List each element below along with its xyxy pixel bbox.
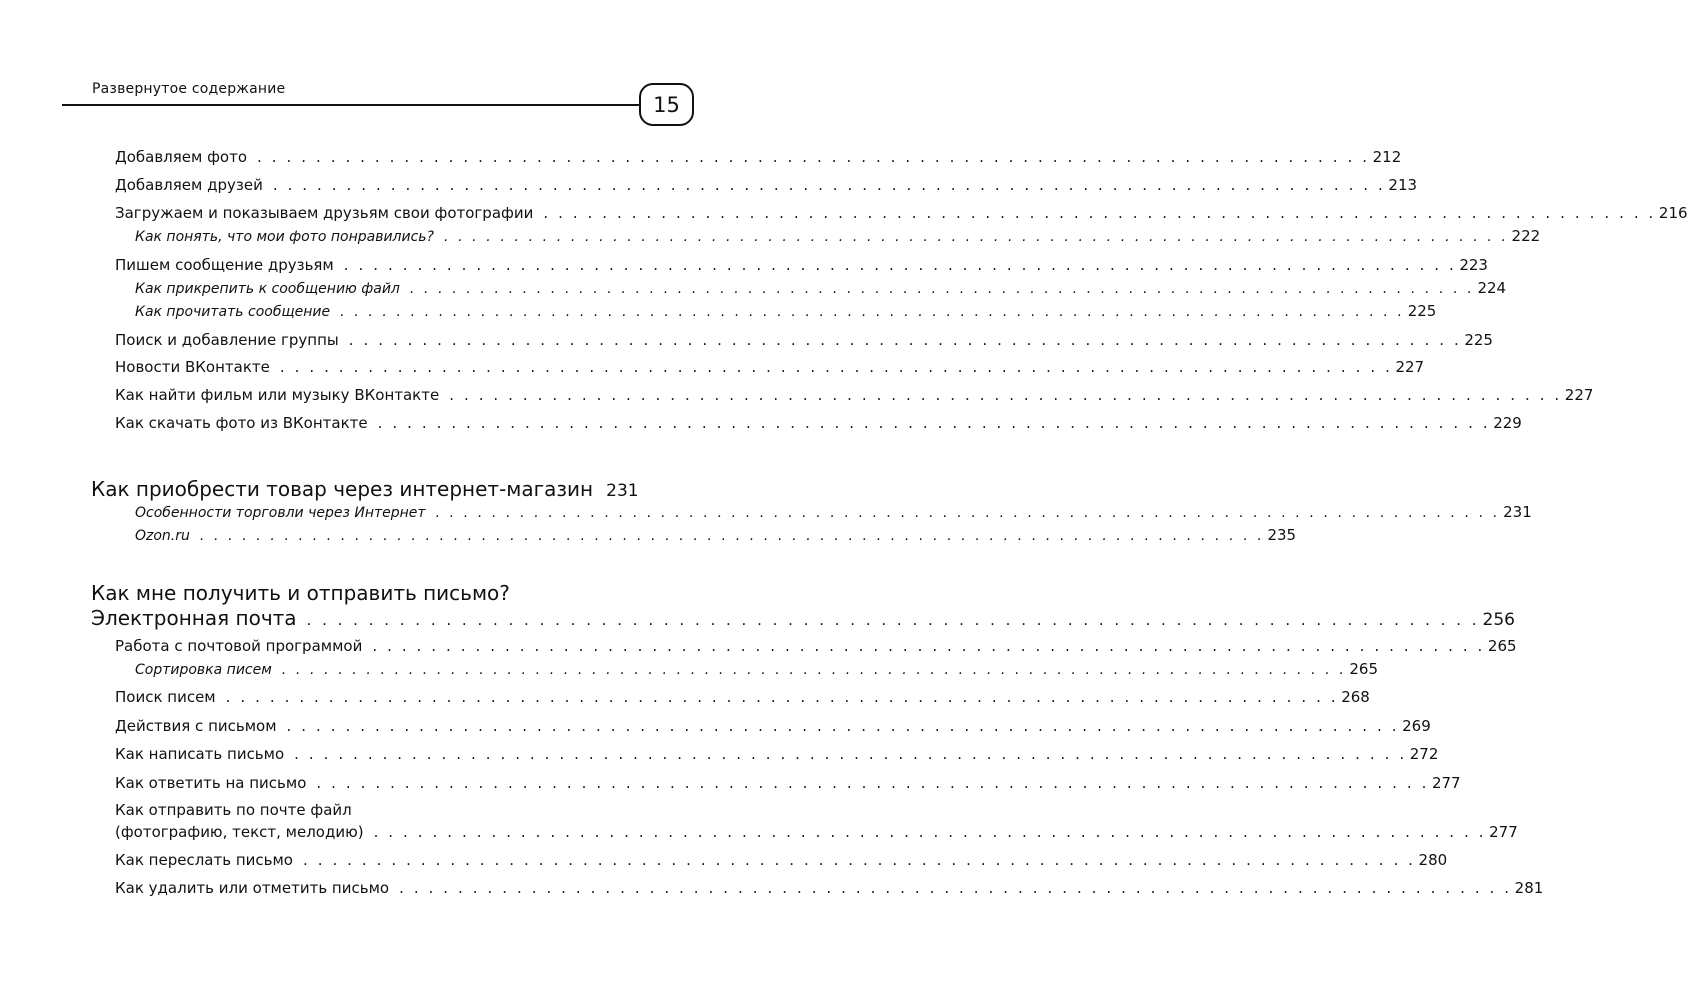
toc-entry-page: 277 [1489,823,1518,841]
toc-entry-page: 272 [1409,745,1439,763]
toc-subentry[interactable] [135,279,1507,297]
toc-entry-title: Как найти фильм или музыку ВКонтакте [115,386,440,404]
toc-chapter-title: Электронная почта [91,606,297,630]
dot-leader: . . . . . . . . . . . . . . . . . . . . . . . . . . . . . . . . . . . . . . . . . . . . . . . . . . . . . . . . . . . . . . . . . . . . . . . . . . . . [286,717,1400,735]
toc-entry-title: Как удалить или отметить письмо [115,879,390,897]
dot-leader: . . . . . . . . . . . . . . . . . . . . . . . . . . . . . . . . . . . . . . . . . . . . . . . . . . . . . . . . . . . . . . . . . . . . . . . . . . . . [199,528,1265,544]
dot-leader: . . . . . . . . . . . . . . . . . . . . . . . . . . . . . . . . . . . . . . . . . . . . . . . . . . . . . . . . . . . . . . . . . . . . . . . . . . . . [449,386,1562,404]
toc-chapter-page: 256 [1482,610,1515,630]
dot-leader: . . . . . . . . . . . . . . . . . . . . . . . . . . . . . . . . . . . . . . . . . . . . . . . . . . . . . . . . . . . . . . . . . . . . . . . . . . . . [225,688,1339,706]
toc-entry-title: Пишем сообщение друзьям [115,256,334,274]
dot-leader: . . . . . . . . . . . . . . . . . . . . . . . . . . . . . . . . . . . . . . . . . . . . . . . . . . . . . . . . . . . . . . . . . . . . . . . . . . . . [302,851,1416,869]
toc-entry-page: 235 [1267,526,1297,544]
dot-leader: . . . . . . . . . . . . . . . . . . . . . . . . . . . . . . . . . . . . . . . . . . . . . . . . . . . . . . . . . . . . . . . . . . . . . . . . . . . . [377,414,1491,432]
toc-entry[interactable] [115,386,1594,404]
toc-entry-title: Загружаем и показываем друзьям свои фотографии [115,204,534,222]
toc-chapter-title-line1: Как мне получить и отправить письмо? [91,581,510,605]
toc-entry-page: 213 [1388,176,1418,194]
toc-entry[interactable] [115,358,1425,376]
toc-entry-title: Как написать письмо [115,745,285,763]
dot-leader: . . . . . . . . . . . . . . . . . . . . . . . . . . . . . . . . . . . . . . . . . . . . . . . . . . . . . . . . . . . . . . . . . . . . . . . . . . . . [399,879,1512,897]
toc-entry-page: 223 [1459,256,1488,274]
toc-entry[interactable] [115,414,1522,432]
toc-chapter[interactable] [91,606,1515,630]
toc-entry-page: 231 [1503,503,1532,521]
toc-entry[interactable] [115,879,1544,897]
toc-entry[interactable] [115,774,1461,792]
toc-entry[interactable] [115,823,1518,841]
toc-entry-page: 280 [1418,851,1448,869]
toc-entry-title: Как понять, что мои фото понравились? [135,229,434,245]
toc-entry[interactable] [115,256,1488,274]
toc-entry-page: 265 [1487,637,1517,655]
dot-leader: . . . . . . . . . . . . . . . . . . . . . . . . . . . . . . . . . . . . . . . . . . . . . . . . . . . . . . . . . . . . . . . . . . . . . . . . . . . . [306,611,1480,629]
toc-entry-page: 265 [1349,660,1379,678]
toc-entry-title: Как ответить на письмо [115,774,307,792]
page-number-badge [639,83,694,126]
toc-entry-page: 268 [1341,688,1370,706]
dot-leader: . . . . . . . . . . . . . . . . . . . . . . . . . . . . . . . . . . . . . . . . . . . . . . . . . . . . . . . . . . . . . . . . . . . . . . . . . . . . [294,745,1407,763]
toc-entry-title: Как переслать письмо [115,851,293,869]
dot-leader: . . . . . . . . . . . . . . . . . . . . . . . . . . . . . . . . . . . . . . . . . . . . . . . . . . . . . . . . . . . . . . . . . . . . . . . . . . . . [340,304,1405,320]
dot-leader: . . . . . . . . . . . . . . . . . . . . . . . . . . . . . . . . . . . . . . . . . . . . . . . . . . . . . . . . . . . . . . . . . . . . . . . . . . . . [372,637,1485,655]
toc-entry-title: Ozon.ru [135,528,190,544]
toc-entry[interactable] [115,688,1370,706]
dot-leader: . . . . . . . . . . . . . . . . . . . . . . . . . . . . . . . . . . . . . . . . . . . . . . . . . . . . . . . . . . . . . . . . . . . . . . . . . . . . [435,505,1501,521]
toc-chapter-title: Как приобрести товар через интернет-магазин [91,477,594,501]
toc-chapter-page: 231 [606,481,639,501]
toc-subentry[interactable] [135,302,1437,320]
toc-entry-page: 216 [1658,204,1688,222]
dot-leader: . . . . . . . . . . . . . . . . . . . . . . . . . . . . . . . . . . . . . . . . . . . . . . . . . . . . . . . . . . . . . . . . . . . . . . . . . . . . [443,229,1509,245]
toc-entry-title: Особенности торговли через Интернет [135,505,426,521]
toc-entry-title: Поиск писем [115,688,216,706]
toc-entry-title: Поиск и добавление группы [115,331,339,349]
toc-entry-page: 269 [1402,717,1431,735]
toc-entry-title: Работа с почтовой программой [115,637,363,655]
dot-leader: . . . . . . . . . . . . . . . . . . . . . . . . . . . . . . . . . . . . . . . . . . . . . . . . . . . . . . . . . . . . . . . . . . . . . . . . . . . . [257,148,1370,166]
toc-entry-page: 227 [1395,358,1425,376]
dot-leader: . . . . . . . . . . . . . . . . . . . . . . . . . . . . . . . . . . . . . . . . . . . . . . . . . . . . . . . . . . . . . . . . . . . . . . . . . . . . [409,281,1475,297]
toc-subentry[interactable] [135,660,1379,678]
header-rule [62,104,652,106]
toc-entry-title: Как прикрепить к сообщению файл [135,281,400,297]
dot-leader: . . . . . . . . . . . . . . . . . . . . . . . . . . . . . . . . . . . . . . . . . . . . . . . . . . . . . . . . . . . . . . . . . . . . . . . . . . . . [279,358,1393,376]
toc-entry-page: 277 [1431,774,1461,792]
toc-entry[interactable] [115,851,1448,869]
toc-entry-page: 224 [1477,279,1507,297]
toc-entry-page: 225 [1464,331,1493,349]
toc-entry-page: 229 [1493,414,1522,432]
toc-entry-title: Новости ВКонтакте [115,358,270,376]
dot-leader: . . . . . . . . . . . . . . . . . . . . . . . . . . . . . . . . . . . . . . . . . . . . . . . . . . . . . . . . . . . . . . . . . . . . . . . . . . . . [373,823,1487,841]
toc-entry-page: 225 [1407,302,1437,320]
toc-entry-page: 212 [1372,148,1402,166]
toc-chapter[interactable] [91,479,637,500]
dot-leader: . . . . . . . . . . . . . . . . . . . . . . . . . . . . . . . . . . . . . . . . . . . . . . . . . . . . . . . . . . . . . . . . . . . . . . . . . . . . [543,204,1656,222]
running-header-title: Развернутое содержание [92,81,286,97]
toc-entry[interactable] [115,745,1439,763]
toc-entry-title: Сортировка писем [135,662,272,678]
toc-subentry[interactable] [135,503,1532,521]
toc-entry-page: 281 [1514,879,1544,897]
toc-entry[interactable] [115,176,1418,194]
toc-entry-title: Добавляем фото [115,148,248,166]
toc-subentry[interactable] [135,526,1297,544]
dot-leader: . . . . . . . . . . . . . . . . . . . . . . . . . . . . . . . . . . . . . . . . . . . . . . . . . . . . . . . . . . . . . . . . . . . . . . . . . . . . [348,331,1462,349]
toc-entry[interactable] [115,331,1493,349]
toc-entry[interactable] [115,148,1402,166]
toc-entry-page: 227 [1564,386,1594,404]
dot-leader: . . . . . . . . . . . . . . . . . . . . . . . . . . . . . . . . . . . . . . . . . . . . . . . . . . . . . . . . . . . . . . . . . . . . . . . . . . . . [281,662,1347,678]
dot-leader: . . . . . . . . . . . . . . . . . . . . . . . . . . . . . . . . . . . . . . . . . . . . . . . . . . . . . . . . . . . . . . . . . . . . . . . . . . . . [343,256,1457,274]
toc-entry-title: Как скачать фото из ВКонтакте [115,414,368,432]
toc-entry-title: (фотографию, текст, мелодию) [115,823,364,841]
toc-entry-title-line1: Как отправить по почте файл [115,801,352,819]
toc-entry[interactable] [115,717,1431,735]
toc-entry[interactable] [115,637,1517,655]
toc-entry-title: Добавляем друзей [115,176,263,194]
toc-entry-page: 222 [1511,227,1541,245]
page-number: 15 [653,92,680,117]
dot-leader: . . . . . . . . . . . . . . . . . . . . . . . . . . . . . . . . . . . . . . . . . . . . . . . . . . . . . . . . . . . . . . . . . . . . . . . . . . . . [316,774,1429,792]
toc-subentry[interactable] [135,227,1541,245]
toc-entry-title: Действия с письмом [115,717,277,735]
toc-entry[interactable] [115,204,1688,222]
toc-entry-title: Как прочитать сообщение [135,304,331,320]
dot-leader: . . . . . . . . . . . . . . . . . . . . . . . . . . . . . . . . . . . . . . . . . . . . . . . . . . . . . . . . . . . . . . . . . . . . . . . . . . . . [272,176,1386,194]
